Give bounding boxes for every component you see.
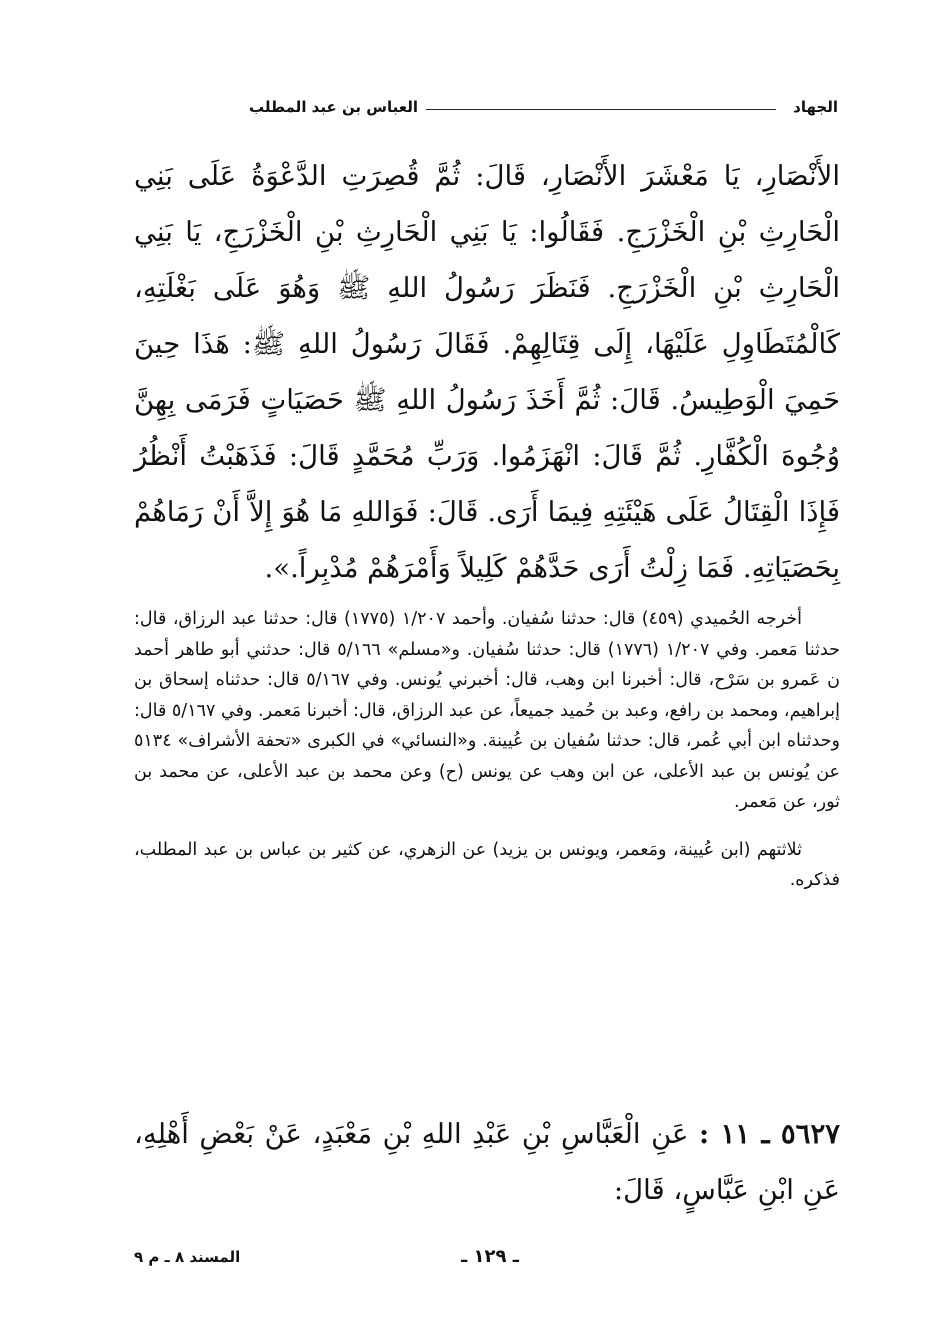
- hadith-text: الأَنْصَارِ، يَا مَعْشَرَ الأَنْصَارِ، قَالَ: ثُمَّ قُصِرَتِ الدَّعْوَةُ عَلَى بَنِي الْحَارِثِ بْنِ الْخَزْرَجِ. فَقَالُوا: يَا بَنِي الْحَارِثِ بْنِ الْخَزْرَجِ، يَا بَنِي الْحَارِثِ بْنِ الْخَزْرَجِ. فَنَظَرَ رَسُولُ اللهِ ﷺ وَهُوَ عَلَى بَغْلَتِهِ، كَالْمُتَطَاوِلِ عَلَيْهَا، إِلَى قِتَالِهِمْ. فَقَالَ رَسُولُ اللهِ ﷺ: هَذَا حِينَ حَمِيَ الْوَطِيسُ. قَالَ: ثُمَّ أَخَذَ رَسُولُ اللهِ ﷺ حَصَيَاتٍ فَرَمَى بِهِنَّ وُجُوهَ الْكُفَّارِ. ثُمَّ قَالَ: انْهَزَمُوا. وَرَبِّ مُحَمَّدٍ قَالَ: فَذَهَبْتُ أَنْظُرُ فَإِذَا الْقِتَالُ عَلَى هَيْئَتِهِ فِيمَا أَرَى. قَالَ: فَوَاللهِ مَا هُوَ إِلاَّ أَنْ رَمَاهُمْ بِحَصَيَاتِهِ. فَمَا زِلْتُ أَرَى حَدَّهُمْ كَلِيلاً وَأَمْرَهُمْ مُدْبِراً.».: [134, 160, 840, 584]
- takhrij-notes: [134, 604, 840, 896]
- takhrij-paragraph: أخرجه الحُميدي (٤٥٩) قال: حدثنا سُفيان. وأحمد ١/٢٠٧ (١٧٧٥) قال: حدثنا عبد الرزاق، قال: حدثنا مَعمر. وفي ١/٢٠٧ (١٧٧٦) قال: حدثنا سُفيان. و«مسلم» ٥/١٦٦ قال: حدثني أبو طاهر أحمد ن عَمرو بن سَرْح، قال: أخبرنا ابن وهب، قال: أخبرني يُونس. وفي ٥/١٦٧ قال: حدثناه إسحاق بن إبراهيم، ومحمد بن رافع، وعبد بن حُميد جميعاً، عن عبد الرزاق، قال: أخبرنا مَعمر. وفي ٥/١٦٧ قال: وحدثناه ابن أبي عُمر، قال: حدثنا سُفيان بن عُيينة. و«النسائي» في الكبرى «تحفة الأشراف» ٥١٣٤ عن يُونس بن عبد الأعلى، عن ابن وهب عن يونس (ح) وعن محمد بن عبد الأعلى، عن محمد بن ثور، عن مَعمر.: [134, 609, 841, 812]
- hadith-number: ٥٦٢٧ ـ ١١ :: [698, 1118, 840, 1150]
- chapter-title: الجهاد: [793, 98, 838, 116]
- running-head: [126, 98, 838, 120]
- page-number: ـ ١٢٩ ـ: [461, 1246, 519, 1267]
- header-rule: [426, 109, 776, 110]
- section-subject: العباس بن عبد المطلب: [249, 98, 418, 116]
- next-hadith-text: عَنِ الْعَبَّاسِ بْنِ عَبْدِ اللهِ بْنِ مَعْبَدٍ، عَنْ بَعْضِ أَهْلِهِ، عَنِ ابْنِ عَبَّاسٍ، قَالَ:: [134, 1118, 840, 1206]
- signature-mark: المسند ٨ ـ م ٩: [134, 1248, 241, 1266]
- next-hadith: [134, 1106, 840, 1218]
- takhrij-paragraph: ثلاثتهم (ابن عُيينة، ومَعمر، ويونس بن يزيد) عن الزهري، عن كثير بن عباس بن عبد المطلب، فذكره.: [134, 839, 840, 890]
